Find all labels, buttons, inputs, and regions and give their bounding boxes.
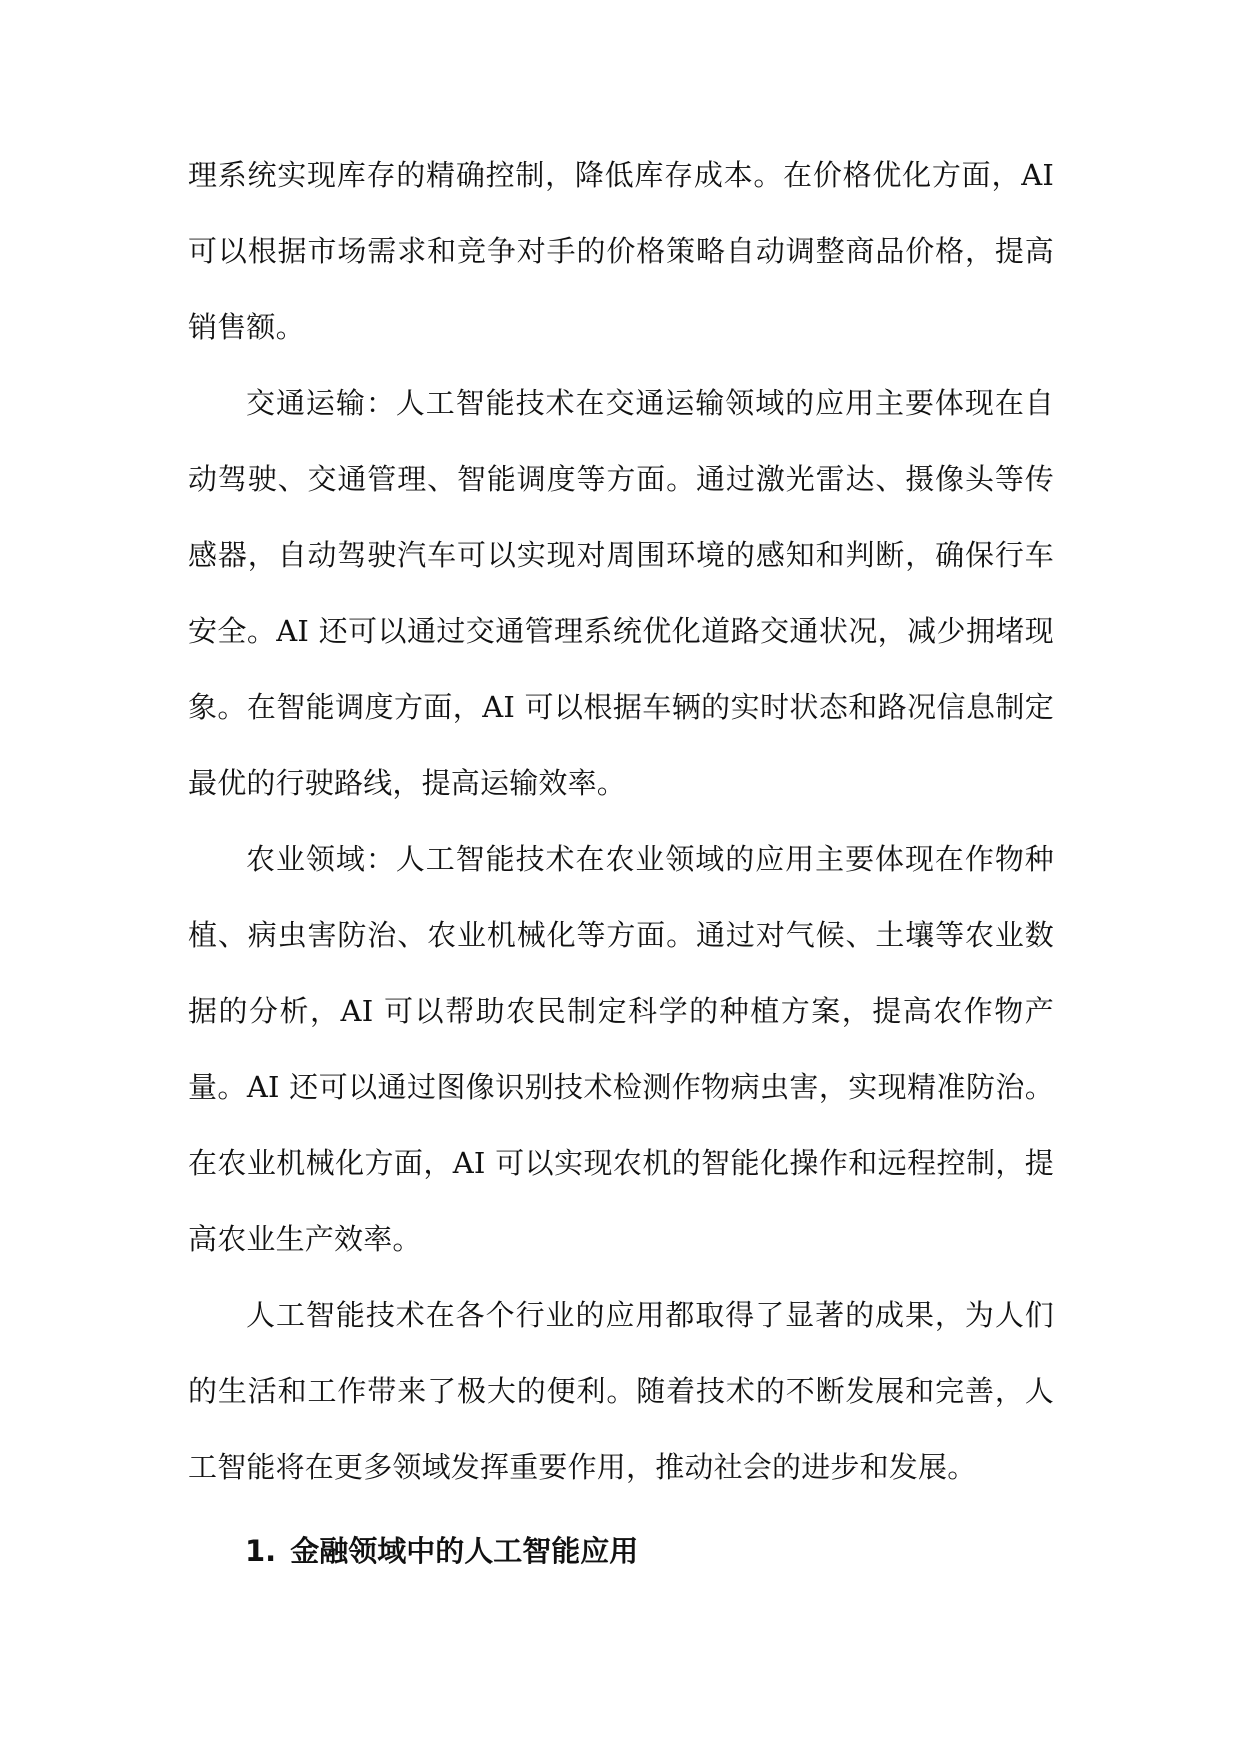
document-body [188,137,1054,1505]
section-heading [245,1531,638,1571]
section-title: 金融领域中的人工智能应用 [290,1534,639,1568]
section-number: 1. [245,1534,277,1568]
paragraph-retail-continued: 理系统实现库存的精确控制，降低库存成本。在价格优化方面，AI 可以根据市场需求和竞争对手的价格策略自动调整商品价格，提高销售额。 [188,158,1054,344]
paragraph-agriculture: 农业领域：人工智能技术在农业领域的应用主要体现在作物种植、病虫害防治、农业机械化等方面。通过对气候、土壤等农业数据的分析，AI 可以帮助农民制定科学的种植方案，提高农作物产量。AI 还可以通过图像识别技术检测作物病虫害，实现精准防治。在农业机械化方面，AI 可以实现农机的智能化操作和远程控制，提高农业生产效率。 [188,842,1054,1256]
paragraph-summary: 人工智能技术在各个行业的应用都取得了显著的成果，为人们的生活和工作带来了极大的便利。随着技术的不断发展和完善，人工智能将在更多领域发挥重要作用，推动社会的进步和发展。 [188,1298,1054,1484]
paragraph-transportation: 交通运输：人工智能技术在交通运输领域的应用主要体现在自动驾驶、交通管理、智能调度等方面。通过激光雷达、摄像头等传感器，自动驾驶汽车可以实现对周围环境的感知和判断，确保行车安全。AI 还可以通过交通管理系统优化道路交通状况，减少拥堵现象。在智能调度方面，AI 可以根据车辆的实时状态和路况信息制定最优的行驶路线，提高运输效率。 [188,386,1054,800]
